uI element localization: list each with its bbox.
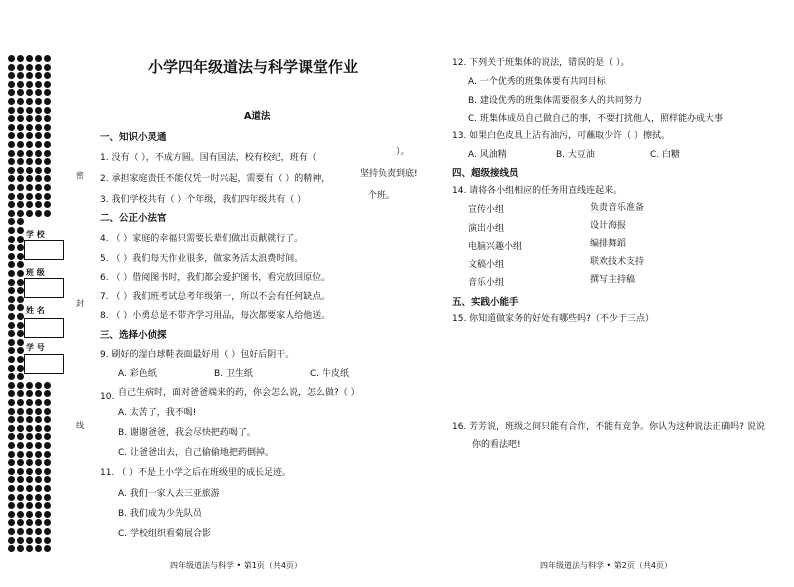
binding-dot [8,201,15,208]
binding-dot [44,167,51,174]
task-2: 设计海报 [590,221,627,231]
binding-dot [17,64,24,71]
binding-dot [17,322,24,329]
binding-dot [17,494,24,501]
binding-dot [17,287,24,294]
binding-dot [17,347,24,354]
binding-dot [17,167,24,174]
binding-dot [8,81,15,88]
binding-dot [8,227,15,234]
binding-dot [26,390,33,397]
binding-dot [44,132,51,139]
binding-dot [35,528,42,535]
binding-dot [8,270,15,277]
part-4-heading: 四、超级接线员 [452,168,519,179]
school-label: 学 校 [26,230,45,239]
binding-dot [35,184,42,191]
question-1: 1. 没有（ ），不成方圆。国有国法，校有校纪，班有（ [100,153,317,163]
binding-dot [8,390,15,397]
binding-dot [44,468,51,475]
group-4: 文稿小组 [468,260,505,270]
binding-dot [17,433,24,440]
binding-dot [26,107,33,114]
binding-dot [26,485,33,492]
binding-dot [8,416,15,423]
binding-dot [8,511,15,518]
binding-dot [44,416,51,423]
group-1: 宣传小组 [468,205,505,215]
question-11-option-b: B. 我们成为少先队员 [118,509,202,519]
binding-dot [17,158,24,165]
binding-dot [26,193,33,200]
binding-dot [8,244,15,251]
binding-dot [8,175,15,182]
binding-dot [35,175,42,182]
part-3-heading: 三、选择小侦探 [100,330,167,341]
binding-dot [44,89,51,96]
question-10-option-c: C. 让爸爸出去，自己偷偷地把药倒掉。 [118,448,275,458]
binding-dot [17,511,24,518]
binding-dot [35,382,42,389]
binding-dot [35,459,42,466]
binding-dot [26,451,33,458]
binding-dot [35,537,42,544]
binding-dot [17,408,24,415]
binding-dot [26,382,33,389]
binding-dot [8,433,15,440]
binding-dot [8,253,15,260]
binding-dot [44,459,51,466]
question-5: 5. （ ）我们每天作业很多，做家务活太浪费时间。 [100,254,304,264]
binding-dot [26,167,33,174]
binding-dot [35,468,42,475]
seal-xian: 线 [76,421,84,430]
binding-dot [17,132,24,139]
binding-dot [26,98,33,105]
binding-dot [17,390,24,397]
binding-dot [8,408,15,415]
question-11-option-c: C. 学校组织看菊展合影 [118,529,212,539]
task-1: 负责音乐准备 [590,203,645,213]
binding-dot [8,425,15,432]
binding-dot [35,115,42,122]
binding-dot [26,425,33,432]
binding-dot [17,537,24,544]
question-10-number: 10. [100,392,115,402]
binding-dot [44,210,51,217]
binding-dot [17,313,24,320]
question-16-line-2: 你的看法吧! [472,440,521,450]
binding-dot [8,468,15,475]
binding-dot [8,64,15,71]
binding-dot [8,98,15,105]
binding-dot [17,210,24,217]
binding-dot [8,537,15,544]
group-5: 音乐小组 [468,278,505,288]
binding-dot [8,210,15,217]
binding-dot [17,201,24,208]
binding-dot [35,210,42,217]
binding-dot [26,494,33,501]
binding-dot [44,193,51,200]
binding-dot [8,184,15,191]
binding-dot [26,416,33,423]
binding-dot [17,98,24,105]
binding-dot [26,476,33,483]
question-13: 13. 如果白色皮具上沾有油污，可蘸取少许（ ）擦拭。 [452,131,671,141]
group-3: 电脑兴趣小组 [468,242,523,252]
binding-dot [8,339,15,346]
binding-dot [44,115,51,122]
binding-dot [35,193,42,200]
binding-dot [44,141,51,148]
binding-dot [26,72,33,79]
binding-dot [44,55,51,62]
student-id-label: 学 号 [26,343,45,352]
binding-dot [8,313,15,320]
binding-dot [35,399,42,406]
question-13-option-a: A. 风油精 [468,150,507,160]
group-2: 演出小组 [468,224,505,234]
binding-dot [17,227,24,234]
binding-dot [17,459,24,466]
binding-dot [44,158,51,165]
binding-dot [17,236,24,243]
binding-dot [8,167,15,174]
binding-dot [8,72,15,79]
seal-feng: 封 [76,299,84,308]
binding-dot [35,451,42,458]
binding-dot [44,433,51,440]
part-5-heading: 五、实践小能手 [452,297,519,308]
binding-dot [44,64,51,71]
binding-dot [17,476,24,483]
binding-dot [17,545,24,552]
binding-dot [8,124,15,131]
page-2-footer: 四年级道法与科学 • 第2页（共4页） [540,561,672,570]
binding-dot [35,81,42,88]
section-a: A道法 [244,111,271,122]
binding-dot [17,442,24,449]
binding-dot [17,451,24,458]
question-13-option-c: C. 白糖 [650,150,681,160]
binding-dot [8,107,15,114]
binding-dot [17,124,24,131]
binding-dot [8,373,15,380]
binding-dot [44,519,51,526]
binding-dot [44,528,51,535]
binding-dot [17,339,24,346]
binding-dot [26,511,33,518]
part-2-heading: 二、公正小法官 [100,213,167,224]
question-4: 4. （ ）家庭的幸福只需要长辈们做出贡献就行了。 [100,234,304,244]
binding-dot [8,399,15,406]
binding-dot [26,399,33,406]
binding-dot [35,390,42,397]
binding-dot [44,451,51,458]
binding-dot [8,115,15,122]
name-label: 姓 名 [26,306,45,315]
binding-dot [8,158,15,165]
binding-dot [35,485,42,492]
binding-dot [44,408,51,415]
school-box[interactable] [24,240,64,260]
binding-dot [26,201,33,208]
binding-dot [35,107,42,114]
binding-dot [26,537,33,544]
binding-dot [35,158,42,165]
question-13-option-b: B. 大豆油 [556,150,595,160]
binding-dot [35,416,42,423]
question-12-option-a: A. 一个优秀的班集体要有共同目标 [468,77,606,87]
seal-mi: 密 [76,171,84,180]
question-9: 9. 刷好的湿白球鞋表面最好用（ ）包好后阴干。 [100,350,295,360]
question-9-option-c: C. 牛皮纸 [310,369,350,379]
binding-dot [8,261,15,268]
binding-dot [8,476,15,483]
binding-dot [44,476,51,483]
binding-dot [8,485,15,492]
task-3: 编排舞蹈 [590,239,627,249]
binding-dot [17,296,24,303]
binding-dot [26,459,33,466]
question-2: 2. 承担家庭责任不能仅凭一时兴起，需要有（ ）的精神， [100,174,331,184]
question-1-end: ）。 [396,147,410,157]
task-5: 撰写主持稿 [590,275,636,285]
binding-dot [26,115,33,122]
binding-dot [17,519,24,526]
binding-dot [8,304,15,311]
binding-dot [8,322,15,329]
binding-dot [8,459,15,466]
binding-dot [8,132,15,139]
binding-dot [17,141,24,148]
question-10: 自己生病时，面对爸爸端来的药，你会怎么说，怎么做?（ ） [118,388,360,398]
binding-dot [26,519,33,526]
binding-dot [44,502,51,509]
binding-dot [17,304,24,311]
binding-dot [44,81,51,88]
binding-dot [8,287,15,294]
question-10-option-b: B. 谢谢爸爸，我会尽快把药喝了。 [118,428,256,438]
binding-dot [44,124,51,131]
binding-dot [26,408,33,415]
binding-dot [8,89,15,96]
binding-dot [8,193,15,200]
binding-dot [35,519,42,526]
binding-dot [44,442,51,449]
binding-dot [17,218,24,225]
binding-dot [35,545,42,552]
part-1-heading: 一、知识小灵通 [100,132,167,143]
binding-dot [26,468,33,475]
binding-dot [8,150,15,157]
binding-dot [44,107,51,114]
binding-dot [8,296,15,303]
binding-dot [8,519,15,526]
binding-dot [17,373,24,380]
binding-dot [35,502,42,509]
binding-dot [8,279,15,286]
binding-dot [26,89,33,96]
binding-dot [17,89,24,96]
binding-dot [26,210,33,217]
binding-dot [17,115,24,122]
page-1-footer: 四年级道法与科学 • 第1页（共4页） [170,561,302,570]
binding-dot [44,537,51,544]
question-3-end: 个班。 [368,191,396,201]
binding-dot [17,244,24,251]
question-16: 16. 芳芳说，班级之间只能有合作，不能有竞争。你认为这种说法正确吗? 说说 [452,422,765,432]
binding-dot [35,124,42,131]
binding-dot [17,175,24,182]
binding-dot [17,150,24,157]
question-2-end: 坚持负责到底! [360,169,418,179]
binding-dot [17,382,24,389]
binding-dot [35,476,42,483]
binding-dot [44,494,51,501]
question-9-option-a: A. 彩色纸 [118,369,157,379]
binding-dot [26,502,33,509]
binding-dot [8,494,15,501]
binding-dot [8,502,15,509]
binding-dot [44,545,51,552]
binding-dot [44,390,51,397]
binding-dot [26,150,33,157]
binding-dot [17,356,24,363]
binding-dot [35,494,42,501]
binding-dot [8,442,15,449]
binding-dot [35,64,42,71]
binding-dot [35,408,42,415]
binding-dot [17,416,24,423]
binding-dot [17,330,24,337]
binding-dot [35,511,42,518]
question-15: 15. 你知道做家务的好处有哪些吗?（不少于三点） [452,314,654,324]
binding-dot [44,175,51,182]
binding-dot [17,502,24,509]
binding-dot [17,270,24,277]
binding-dot [35,425,42,432]
binding-dot [35,132,42,139]
binding-dot [8,141,15,148]
binding-dot [8,218,15,225]
binding-dot [8,55,15,62]
binding-dot [35,201,42,208]
binding-dot [35,167,42,174]
binding-dot [17,485,24,492]
binding-dot [17,253,24,260]
binding-dot [26,545,33,552]
binding-dot [8,451,15,458]
binding-dot [8,545,15,552]
binding-dot [26,55,33,62]
page-title: 小学四年级道法与科学课堂作业 [148,58,359,76]
binding-dot [26,81,33,88]
binding-dot [8,365,15,372]
binding-dot [35,98,42,105]
binding-dot [44,485,51,492]
question-9-option-b: B. 卫生纸 [214,369,253,379]
binding-dot [26,158,33,165]
binding-dot [44,425,51,432]
binding-dot [35,442,42,449]
binding-dot [26,141,33,148]
binding-dot [44,72,51,79]
binding-dot [35,150,42,157]
binding-dot [35,72,42,79]
question-8: 8. （ ）小勇总是不带齐学习用品，每次都要家人给他送。 [100,311,331,321]
binding-dot [17,184,24,191]
question-6: 6. （ ）借阅图书时，我们都会爱护图书，看完放回原位。 [100,273,331,283]
binding-dot [17,193,24,200]
binding-dot [44,184,51,191]
binding-dot [44,511,51,518]
binding-dot [17,279,24,286]
binding-dot [26,64,33,71]
binding-dot [35,55,42,62]
binding-dot [26,528,33,535]
binding-dot [26,184,33,191]
name-box[interactable] [24,318,64,338]
binding-dot [26,124,33,131]
binding-dot [44,98,51,105]
binding-dot [8,356,15,363]
binding-dot [17,365,24,372]
binding-dot [17,425,24,432]
question-12-option-c: C. 班集体成员自己做自己的事，不要打扰他人，照样能办成大事 [468,114,724,124]
binding-dot [35,89,42,96]
binding-dot [8,382,15,389]
binding-dot [8,528,15,535]
binding-dot [44,150,51,157]
question-10-option-a: A. 太苦了，我不喝! [118,408,197,418]
student-id-box[interactable] [24,354,64,374]
class-label: 班 级 [26,268,45,277]
binding-dot [17,468,24,475]
binding-dot [26,175,33,182]
question-3: 3. 我们学校共有（ ）个年级，我们四年级共有（ ） [100,195,307,205]
binding-dot [26,433,33,440]
binding-dot [8,347,15,354]
question-12: 12. 下列关于班集体的说法，错误的是（ ）。 [452,58,630,68]
binding-dot [26,132,33,139]
binding-dot [17,72,24,79]
binding-dot [17,107,24,114]
binding-dot [44,399,51,406]
question-11: 11. （ ）不是上小学之后在班级里的成长足迹。 [100,468,292,478]
binding-dot [17,528,24,535]
binding-dot [8,330,15,337]
binding-dot [44,382,51,389]
binding-dot [26,442,33,449]
binding-dot [17,55,24,62]
question-12-option-b: B. 建设优秀的班集体需要很多人的共同努力 [468,96,642,106]
binding-dot [8,236,15,243]
task-4: 联欢技术支持 [590,257,645,267]
class-box[interactable] [24,278,64,298]
binding-dot [17,399,24,406]
binding-dot [17,261,24,268]
binding-dot [35,141,42,148]
question-14: 14. 请将各小组相应的任务用直线连起来。 [452,186,623,196]
question-11-option-a: A. 我们一家人去三亚旅游 [118,489,220,499]
binding-dot [17,81,24,88]
binding-dot [44,201,51,208]
question-7: 7. （ ）我们班考试总考年级第一，所以不会有任何缺点。 [100,292,331,302]
binding-dot [35,433,42,440]
